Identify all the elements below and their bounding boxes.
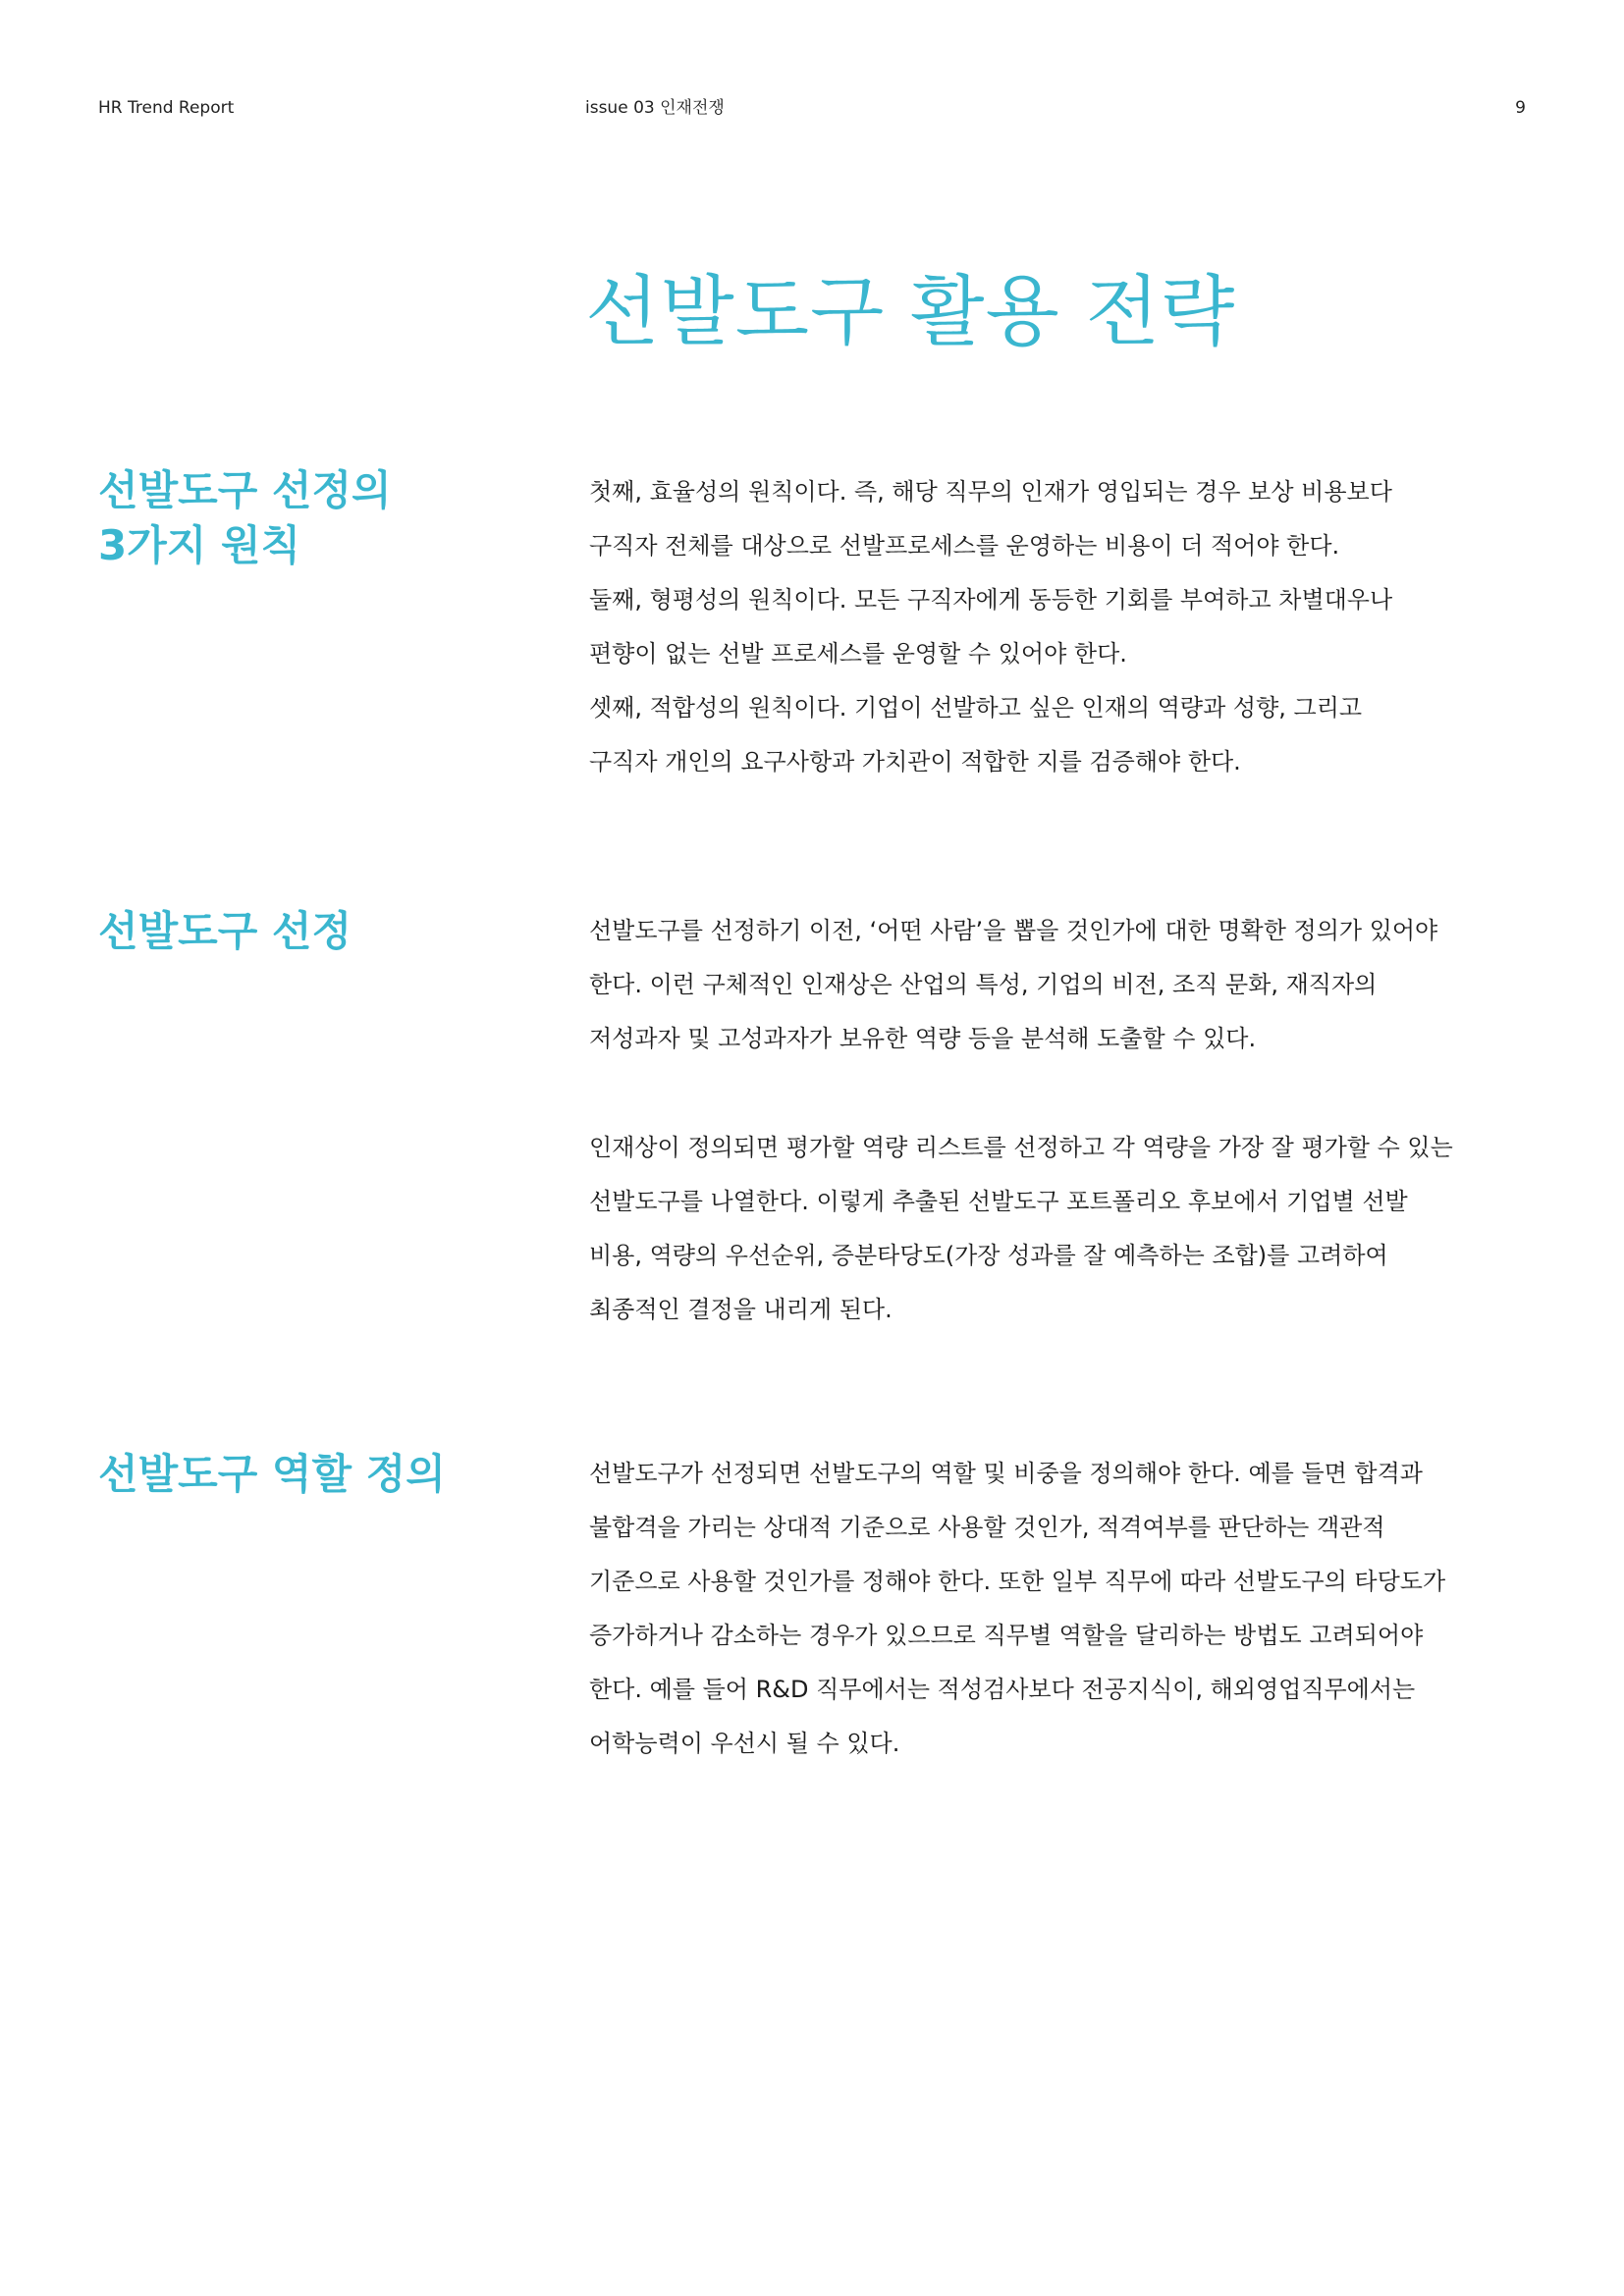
section-heading-line: 선발도구 역할 정의 <box>98 1450 446 1498</box>
body-line: 기준으로 사용할 것인가를 정해야 한다. 또한 일부 직무에 따라 선발도구의 타당도가 <box>589 1568 1446 1595</box>
body-line: 저성과자 및 고성과자가 보유한 역량 등을 분석해 도출할 수 있다. <box>589 1025 1257 1052</box>
section-body-role <box>589 1447 1532 1771</box>
body-line: 최종적인 결정을 내리게 된다. <box>589 1296 893 1323</box>
body-line: 첫째, 효율성의 원칙이다. 즉, 해당 직무의 인재가 영입되는 경우 보상 비용보다 <box>589 478 1392 506</box>
section-heading-selection <box>98 904 511 959</box>
section-body-selection-p1 <box>589 904 1532 1066</box>
body-line: 구직자 전체를 대상으로 선발프로세스를 운영하는 비용이 더 적어야 한다. <box>589 532 1340 560</box>
body-line: 한다. 이런 구체적인 인재상은 산업의 특성, 기업의 비전, 조직 문화, 재직자의 <box>589 971 1378 998</box>
section-heading-role <box>98 1447 511 1502</box>
body-line: 비용, 역량의 우선순위, 증분타당도(가장 성과를 잘 예측하는 조합)를 고려하여 <box>589 1242 1388 1269</box>
body-line: 둘째, 형평성의 원칙이다. 모든 구직자에게 동등한 기회를 부여하고 차별대우나 <box>589 586 1393 614</box>
body-line: 편향이 없는 선발 프로세스를 운영할 수 있어야 한다. <box>589 640 1127 667</box>
section-body-principles <box>589 465 1532 789</box>
issue-label: issue 03 인재전쟁 <box>585 98 725 118</box>
body-line: 어학능력이 우선시 될 수 있다. <box>589 1730 900 1757</box>
body-line: 셋째, 적합성의 원칙이다. 기업이 선발하고 싶은 인재의 역량과 성향, 그리고 <box>589 694 1363 721</box>
body-line: 구직자 개인의 요구사항과 가치관이 적합한 지를 검증해야 한다. <box>589 748 1241 775</box>
body-line: 한다. 예를 들어 R&D 직무에서는 적성검사보다 전공지식이, 해외영업직무에서는 <box>589 1676 1416 1703</box>
body-line: 선발도구가 선정되면 선발도구의 역할 및 비중을 정의해야 한다. 예를 들면 합격과 <box>589 1460 1423 1487</box>
section-heading-line: 3가지 원칙 <box>98 521 301 569</box>
body-line: 증가하거나 감소하는 경우가 있으므로 직무별 역할을 달리하는 방법도 고려되어야 <box>589 1622 1424 1649</box>
body-line: 인재상이 정의되면 평가할 역량 리스트를 선정하고 각 역량을 가장 잘 평가할 수 있는 <box>589 1134 1453 1161</box>
body-line: 선발도구를 나열한다. 이렇게 추출된 선발도구 포트폴리오 후보에서 기업별 선발 <box>589 1188 1408 1215</box>
section-heading-line: 선발도구 선정 <box>98 907 352 955</box>
page-title: 선발도구 활용 전략 <box>585 268 1236 356</box>
section-heading-line: 선발도구 선정의 <box>98 466 392 514</box>
page-number: 9 <box>1515 98 1526 118</box>
body-line: 선발도구를 선정하기 이전, ‘어떤 사람’을 뽑을 것인가에 대한 명확한 정의가 있어야 <box>589 917 1438 944</box>
report-title: HR Trend Report <box>98 98 235 118</box>
section-heading-principles <box>98 463 511 573</box>
body-line: 불합격을 가리는 상대적 기준으로 사용할 것인가, 적격여부를 판단하는 객관적 <box>589 1514 1385 1541</box>
section-body-selection-p2 <box>589 1121 1532 1337</box>
